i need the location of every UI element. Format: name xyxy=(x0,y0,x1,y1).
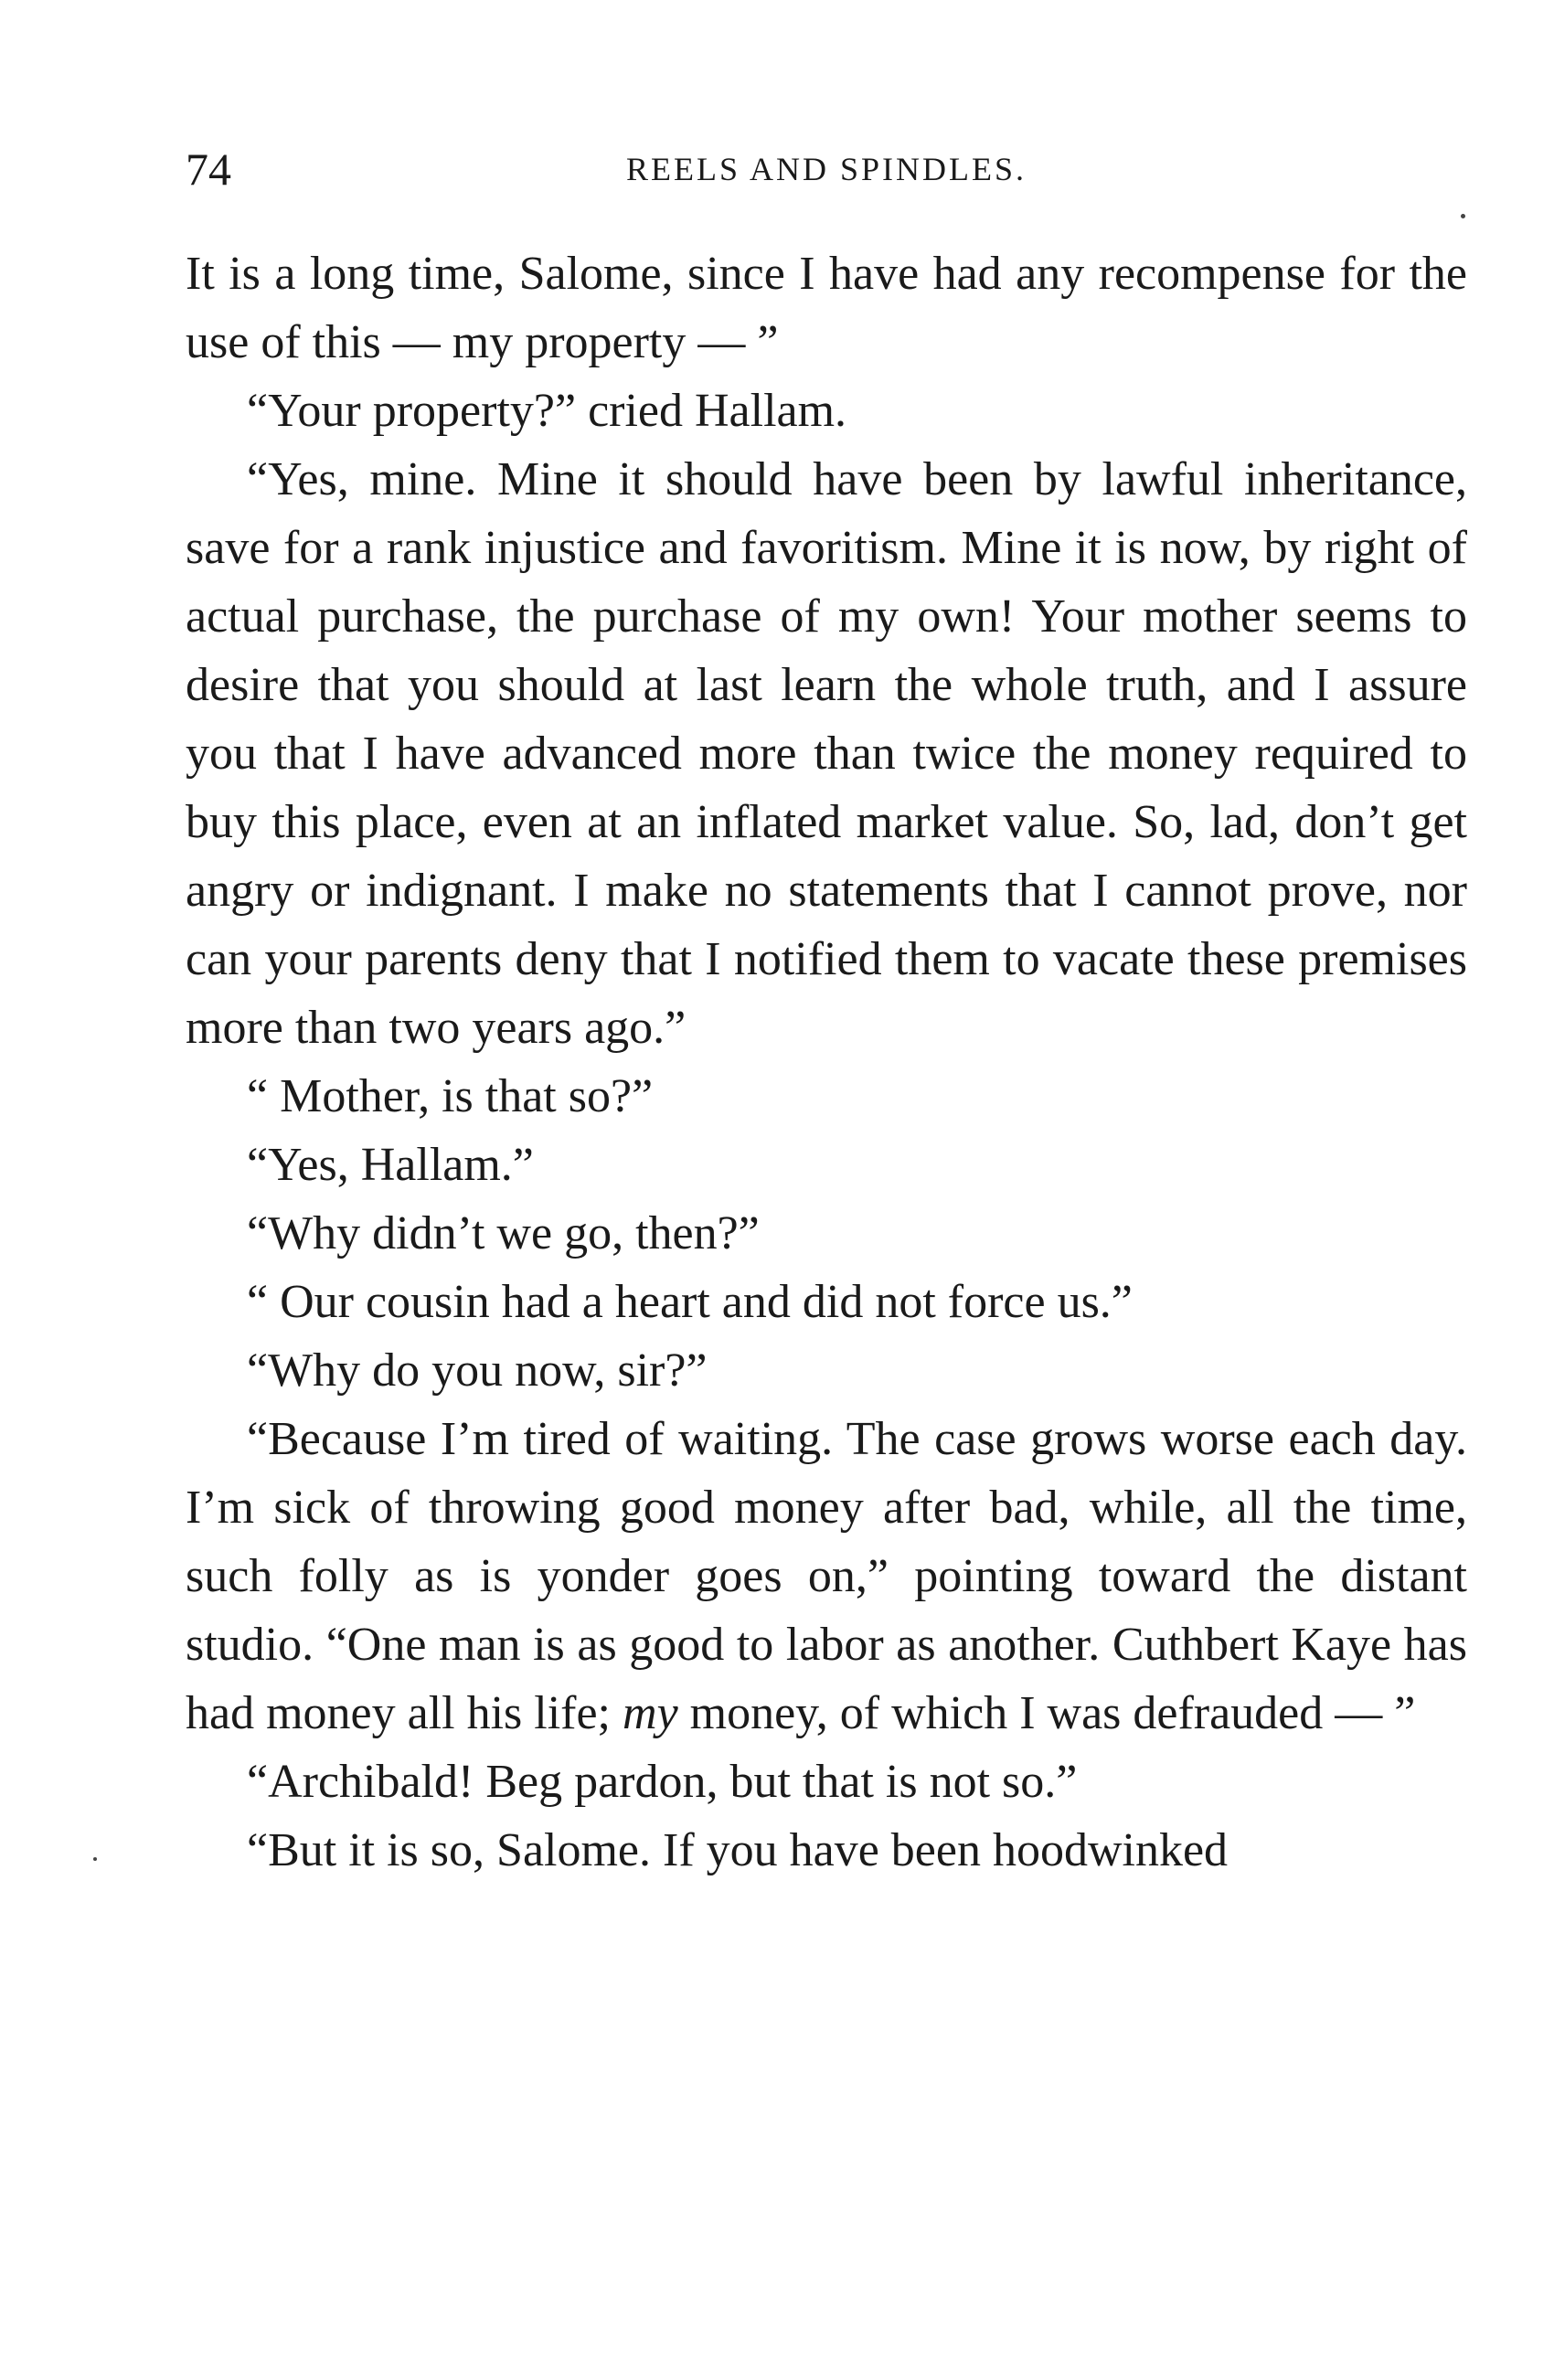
paragraph-text: “Because I’m tired of waiting. The case grows worse each day. I’m sick of throwing good money after bad, while, all the time, such folly as is yonder goes on,” pointing toward the distant studio. “One man is as good to labor as another. Cuthbert Kaye has had money all his life; xyxy=(186,1413,1467,1739)
paragraph xyxy=(186,1405,1467,1748)
paragraph: “ Mother, is that so?” xyxy=(247,1070,654,1122)
paragraph: “Why didn’t we go, then?” xyxy=(247,1207,760,1259)
page-header xyxy=(186,137,1467,201)
emphasis-text: my xyxy=(623,1687,678,1739)
print-speck xyxy=(93,1857,97,1861)
paragraph: “Archibald! Beg pardon, but that is not so.” xyxy=(247,1756,1078,1808)
paragraph: “ Our cousin had a heart and did not force us.” xyxy=(247,1276,1133,1328)
paragraph-text: money, of which I was defrauded — ” xyxy=(677,1687,1416,1739)
page-number: 74 xyxy=(186,143,231,195)
running-title: REELS AND SPINDLES. xyxy=(625,151,1027,187)
paragraph: “But it is so, Salome. If you have been hoodwinked xyxy=(247,1824,1229,1876)
print-speck xyxy=(1461,214,1465,218)
page-body xyxy=(186,239,1467,1885)
paragraph: It is a long time, Salome, since I have had any recompense for the use of this — my property — ” xyxy=(186,248,1467,368)
paragraph: “Your property?” cried Hallam. xyxy=(247,385,847,437)
paragraph: “Why do you now, sir?” xyxy=(247,1344,708,1397)
paragraph: “Yes, mine. Mine it should have been by lawful inheritance, save for a rank injustice and favoritism. Mine it is now, by right of actual purchase, the purchase of my own! Your mother seems to desire that you should at last learn the whole truth, and I assure you that I have advanced more than twice the money required to buy this place, even at an inflated market value. So, lad, don’t get angry or indignant. I make no statements that I cannot prove, nor can your parents deny that I notified them to vacate these premises more than two years ago.” xyxy=(186,453,1467,1054)
paragraph: “Yes, Hallam.” xyxy=(247,1139,534,1191)
